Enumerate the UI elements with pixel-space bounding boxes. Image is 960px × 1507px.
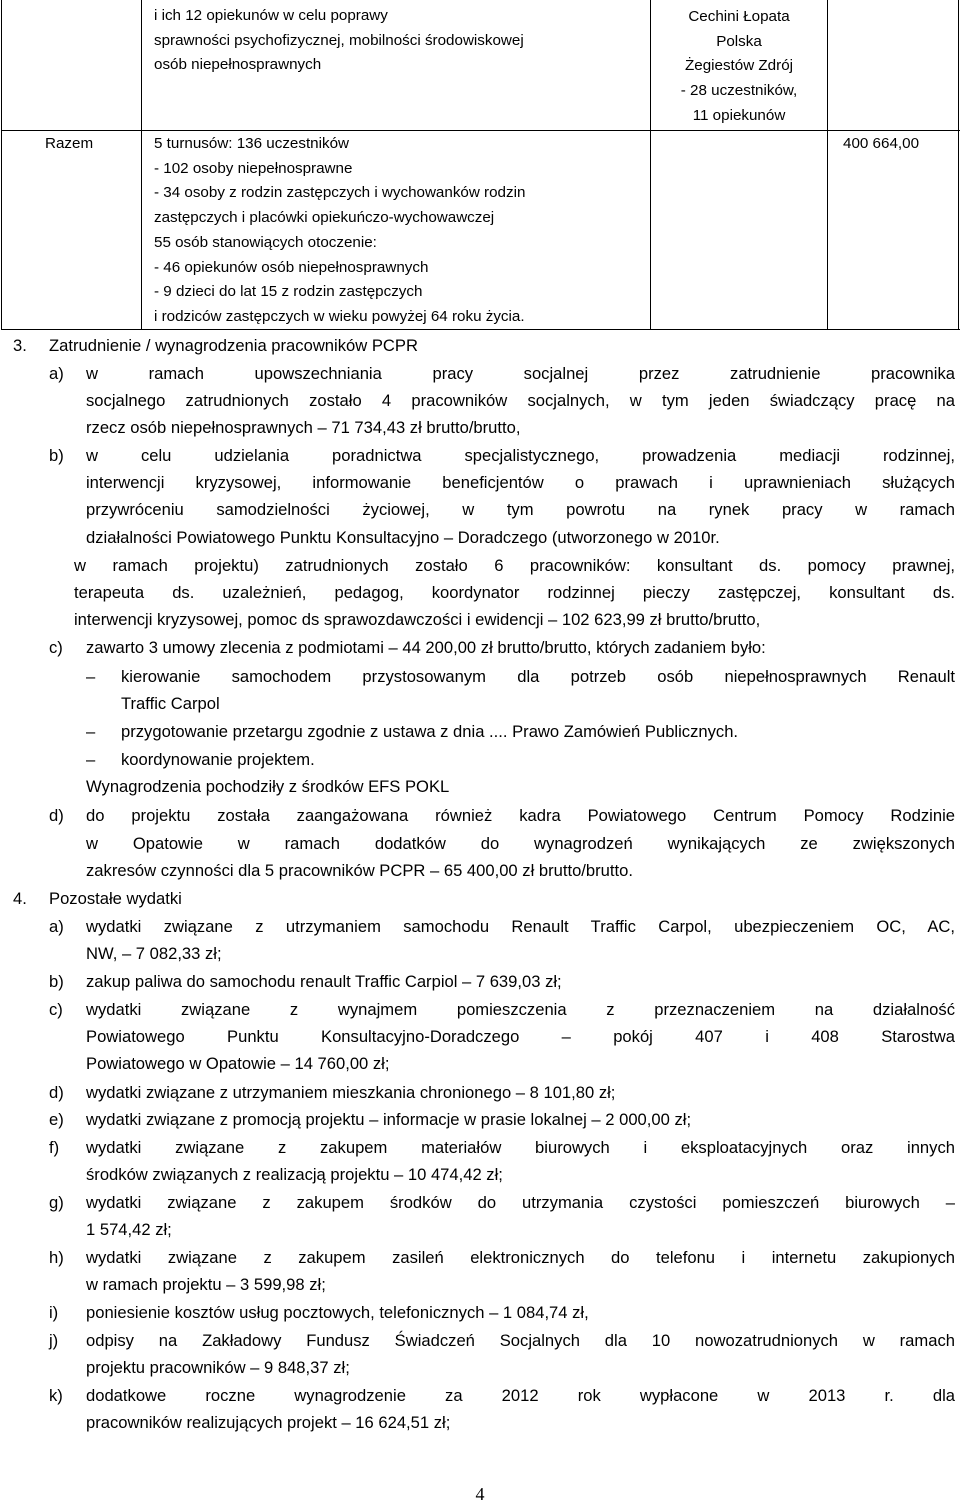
text-line: do projektu została zaangażowana również kadra Powiatowego Centrum Pomocy Rodzinie bbox=[86, 806, 955, 825]
table-divider bbox=[141, 0, 142, 330]
item-label: c) bbox=[49, 638, 63, 657]
text-line: Żegiestów Zdrój bbox=[684, 57, 794, 75]
text-line: socjalnego zatrudnionych zostało 4 pracowników socjalnych, w tym jeden świadczący pracę na bbox=[86, 391, 955, 410]
text-line: Polska bbox=[716, 32, 762, 50]
text-line: Powiatowego w Opatowie – 14 760,00 zł; bbox=[86, 1054, 390, 1073]
item-label: h) bbox=[49, 1248, 64, 1267]
text-line: poniesienie kosztów usług pocztowych, telefonicznych – 1 084,74 zł, bbox=[86, 1303, 589, 1322]
row2-label: Razem bbox=[45, 135, 94, 152]
section4-title: Pozostałe wydatki bbox=[49, 889, 182, 908]
text-line: i rodziców zastępczych w wieku powyżej 64 roku życia. bbox=[154, 307, 525, 325]
row1-description bbox=[154, 4, 524, 78]
text-line: interwencji kryzysowej, informowanie beneficjentów o prawach i uprawnieniach służących bbox=[86, 473, 955, 492]
item-label: b) bbox=[49, 446, 64, 465]
text-line: Powiatowego Punktu Konsultacyjno-Doradczego – pokój 407 i 408 Starostwa bbox=[86, 1027, 955, 1046]
text-line: w ramach projektu – 3 599,98 zł; bbox=[86, 1275, 326, 1294]
bullet-dash: – bbox=[86, 667, 96, 686]
text-line: w celu udzielania poradnictwa specjalistycznego, prowadzenia mediacji rodzinnej, bbox=[86, 446, 955, 465]
item-label: i) bbox=[49, 1303, 59, 1322]
text-line: pracowników realizujących projekt – 16 624,51 zł; bbox=[86, 1413, 451, 1432]
text-line: Wynagrodzenia pochodziły z środków EFS POKL bbox=[86, 777, 450, 796]
text-line: osób niepełnosprawnych bbox=[154, 56, 322, 74]
text-line: i ich 12 opiekunów w celu poprawy bbox=[154, 7, 388, 24]
text-line: - 9 dzieci do lat 15 z rodzin zastępczych bbox=[154, 283, 423, 301]
text-line: dodatkowe roczne wynagrodzenie za 2012 rok wypłacone w 2013 r. dla bbox=[86, 1386, 955, 1405]
text-line: terapeuta ds. uzależnień, pedagog, koordynator rodzinnej pieczy zastępczej, konsultant ds. bbox=[74, 583, 955, 602]
text-line: NW, – 7 082,33 zł; bbox=[86, 944, 222, 963]
table-border-left bbox=[1, 0, 2, 330]
bullet-dash: – bbox=[86, 750, 96, 769]
table-border-right bbox=[958, 0, 959, 330]
text-line: odpisy na Zakładowy Fundusz Świadczeń Socjalnych dla 10 nowozatrudnionych w ramach bbox=[86, 1331, 955, 1350]
row2-description bbox=[154, 132, 525, 330]
item-label: c) bbox=[49, 1000, 63, 1019]
section3-title: Zatrudnienie / wynagrodzenia pracowników PCPR bbox=[49, 336, 418, 355]
text-line: - 46 opiekunów osób niepełnosprawnych bbox=[154, 258, 429, 276]
text-line: w ramach projektu) zatrudnionych zostało 6 pracowników: konsultant ds. pomocy prawnej, bbox=[74, 556, 955, 575]
text-line: w Opatowie w ramach dodatków do wynagrodzeń wynikających ze zwiększonych bbox=[86, 834, 955, 853]
text-line: koordynowanie projektem. bbox=[121, 750, 315, 769]
item-label: e) bbox=[49, 1110, 64, 1129]
item-label: a) bbox=[49, 364, 64, 383]
text-line: wydatki związane z wynajmem pomieszczenia z przeznaczeniem na działalność bbox=[86, 1000, 955, 1019]
text-line: - 34 osoby z rodzin zastępczych i wychowanków rodzin bbox=[154, 184, 526, 202]
page-number: 4 bbox=[475, 1484, 485, 1504]
text-line: Cechini Łopata bbox=[688, 8, 790, 25]
summary-table bbox=[1, 0, 959, 330]
item-label: j) bbox=[49, 1331, 59, 1350]
text-line: Traffic Carpol bbox=[121, 694, 220, 713]
section4-number: 4. bbox=[13, 889, 27, 908]
text-line: wydatki związane z promocją projektu – informacje w prasie lokalnej – 2 000,00 zł; bbox=[86, 1110, 692, 1129]
text-line: wydatki związane z utrzymaniem mieszkania chronionego – 8 101,80 zł; bbox=[86, 1083, 616, 1102]
text-line: przywróceniu samodzielności życiowej, w tym powrotu na rynek pracy w ramach bbox=[86, 500, 955, 519]
table-row-separator bbox=[2, 130, 960, 131]
text-line: w ramach upowszechniania pracy socjalnej przez zatrudnienie pracownika bbox=[86, 364, 955, 383]
text-line: kierowanie samochodem przystosowanym dla potrzeb osób niepełnosprawnych Renault bbox=[121, 667, 955, 686]
row1-location bbox=[651, 5, 827, 129]
text-line: zakup paliwa do samochodu renault Traffic Carpiol – 7 639,03 zł; bbox=[86, 972, 562, 991]
text-line: 55 osób stanowiących otoczenie: bbox=[154, 233, 377, 251]
text-line: wydatki związane z zakupem środków do utrzymania czystości pomieszczeń biurowych – bbox=[86, 1193, 955, 1212]
text-line: - 28 uczestników, bbox=[680, 82, 798, 100]
row2-amount: 400 664,00 bbox=[843, 135, 920, 152]
text-line: zastępczych i placówki opiekuńczo-wychowawczej bbox=[154, 209, 495, 227]
text-line: 1 574,42 zł; bbox=[86, 1220, 172, 1239]
item-label: a) bbox=[49, 917, 64, 936]
text-line: wydatki związane z zakupem zasileń elektronicznych do telefonu i internetu zakupionych bbox=[86, 1248, 955, 1267]
item-label: f) bbox=[49, 1138, 60, 1157]
text-line: interwencji kryzysowej, pomoc ds sprawozdawczości i ewidencji – 102 623,99 zł brutto/brutto, bbox=[74, 610, 761, 629]
text-line: - 102 osoby niepełnosprawne bbox=[154, 159, 353, 177]
item-label: k) bbox=[49, 1386, 63, 1405]
text-line: środków związanych z realizacją projektu – 10 474,42 zł; bbox=[86, 1165, 503, 1184]
section3-number: 3. bbox=[13, 336, 27, 355]
text-line: wydatki związane z utrzymaniem samochodu Renault Traffic Carpol, ubezpieczeniem OC, AC, bbox=[86, 917, 955, 936]
text-line: rzecz osób niepełnosprawnych – 71 734,43 zł brutto/brutto, bbox=[86, 418, 521, 437]
text-line: 11 opiekunów bbox=[692, 106, 786, 124]
bullet-dash: – bbox=[86, 722, 96, 741]
text-line: wydatki związane z zakupem materiałów biurowych i eksploatacyjnych oraz innych bbox=[86, 1138, 955, 1157]
text-line: przygotowanie przetargu zgodnie z ustawa z dnia .... Prawo Zamówień Publicznych. bbox=[121, 722, 739, 741]
text-line: działalności Powiatowego Punktu Konsultacyjno – Doradczego (utworzonego w 2010r. bbox=[86, 528, 720, 547]
text-line: zawarto 3 umowy zlecenia z podmiotami – 44 200,00 zł brutto/brutto, których zadaniem było: bbox=[86, 638, 766, 657]
text-line: zakresów czynności dla 5 pracowników PCPR – 65 400,00 zł brutto/brutto. bbox=[86, 861, 633, 880]
item-label: g) bbox=[49, 1193, 64, 1212]
text-line: 5 turnusów: 136 uczestników bbox=[154, 135, 350, 152]
table-divider bbox=[827, 0, 828, 330]
text-line: projektu pracowników – 9 848,37 zł; bbox=[86, 1358, 350, 1377]
item-label: b) bbox=[49, 972, 64, 991]
item-label: d) bbox=[49, 806, 64, 825]
text-line: sprawności psychofizycznej, mobilności środowiskowej bbox=[154, 31, 524, 49]
item-label: d) bbox=[49, 1083, 64, 1102]
